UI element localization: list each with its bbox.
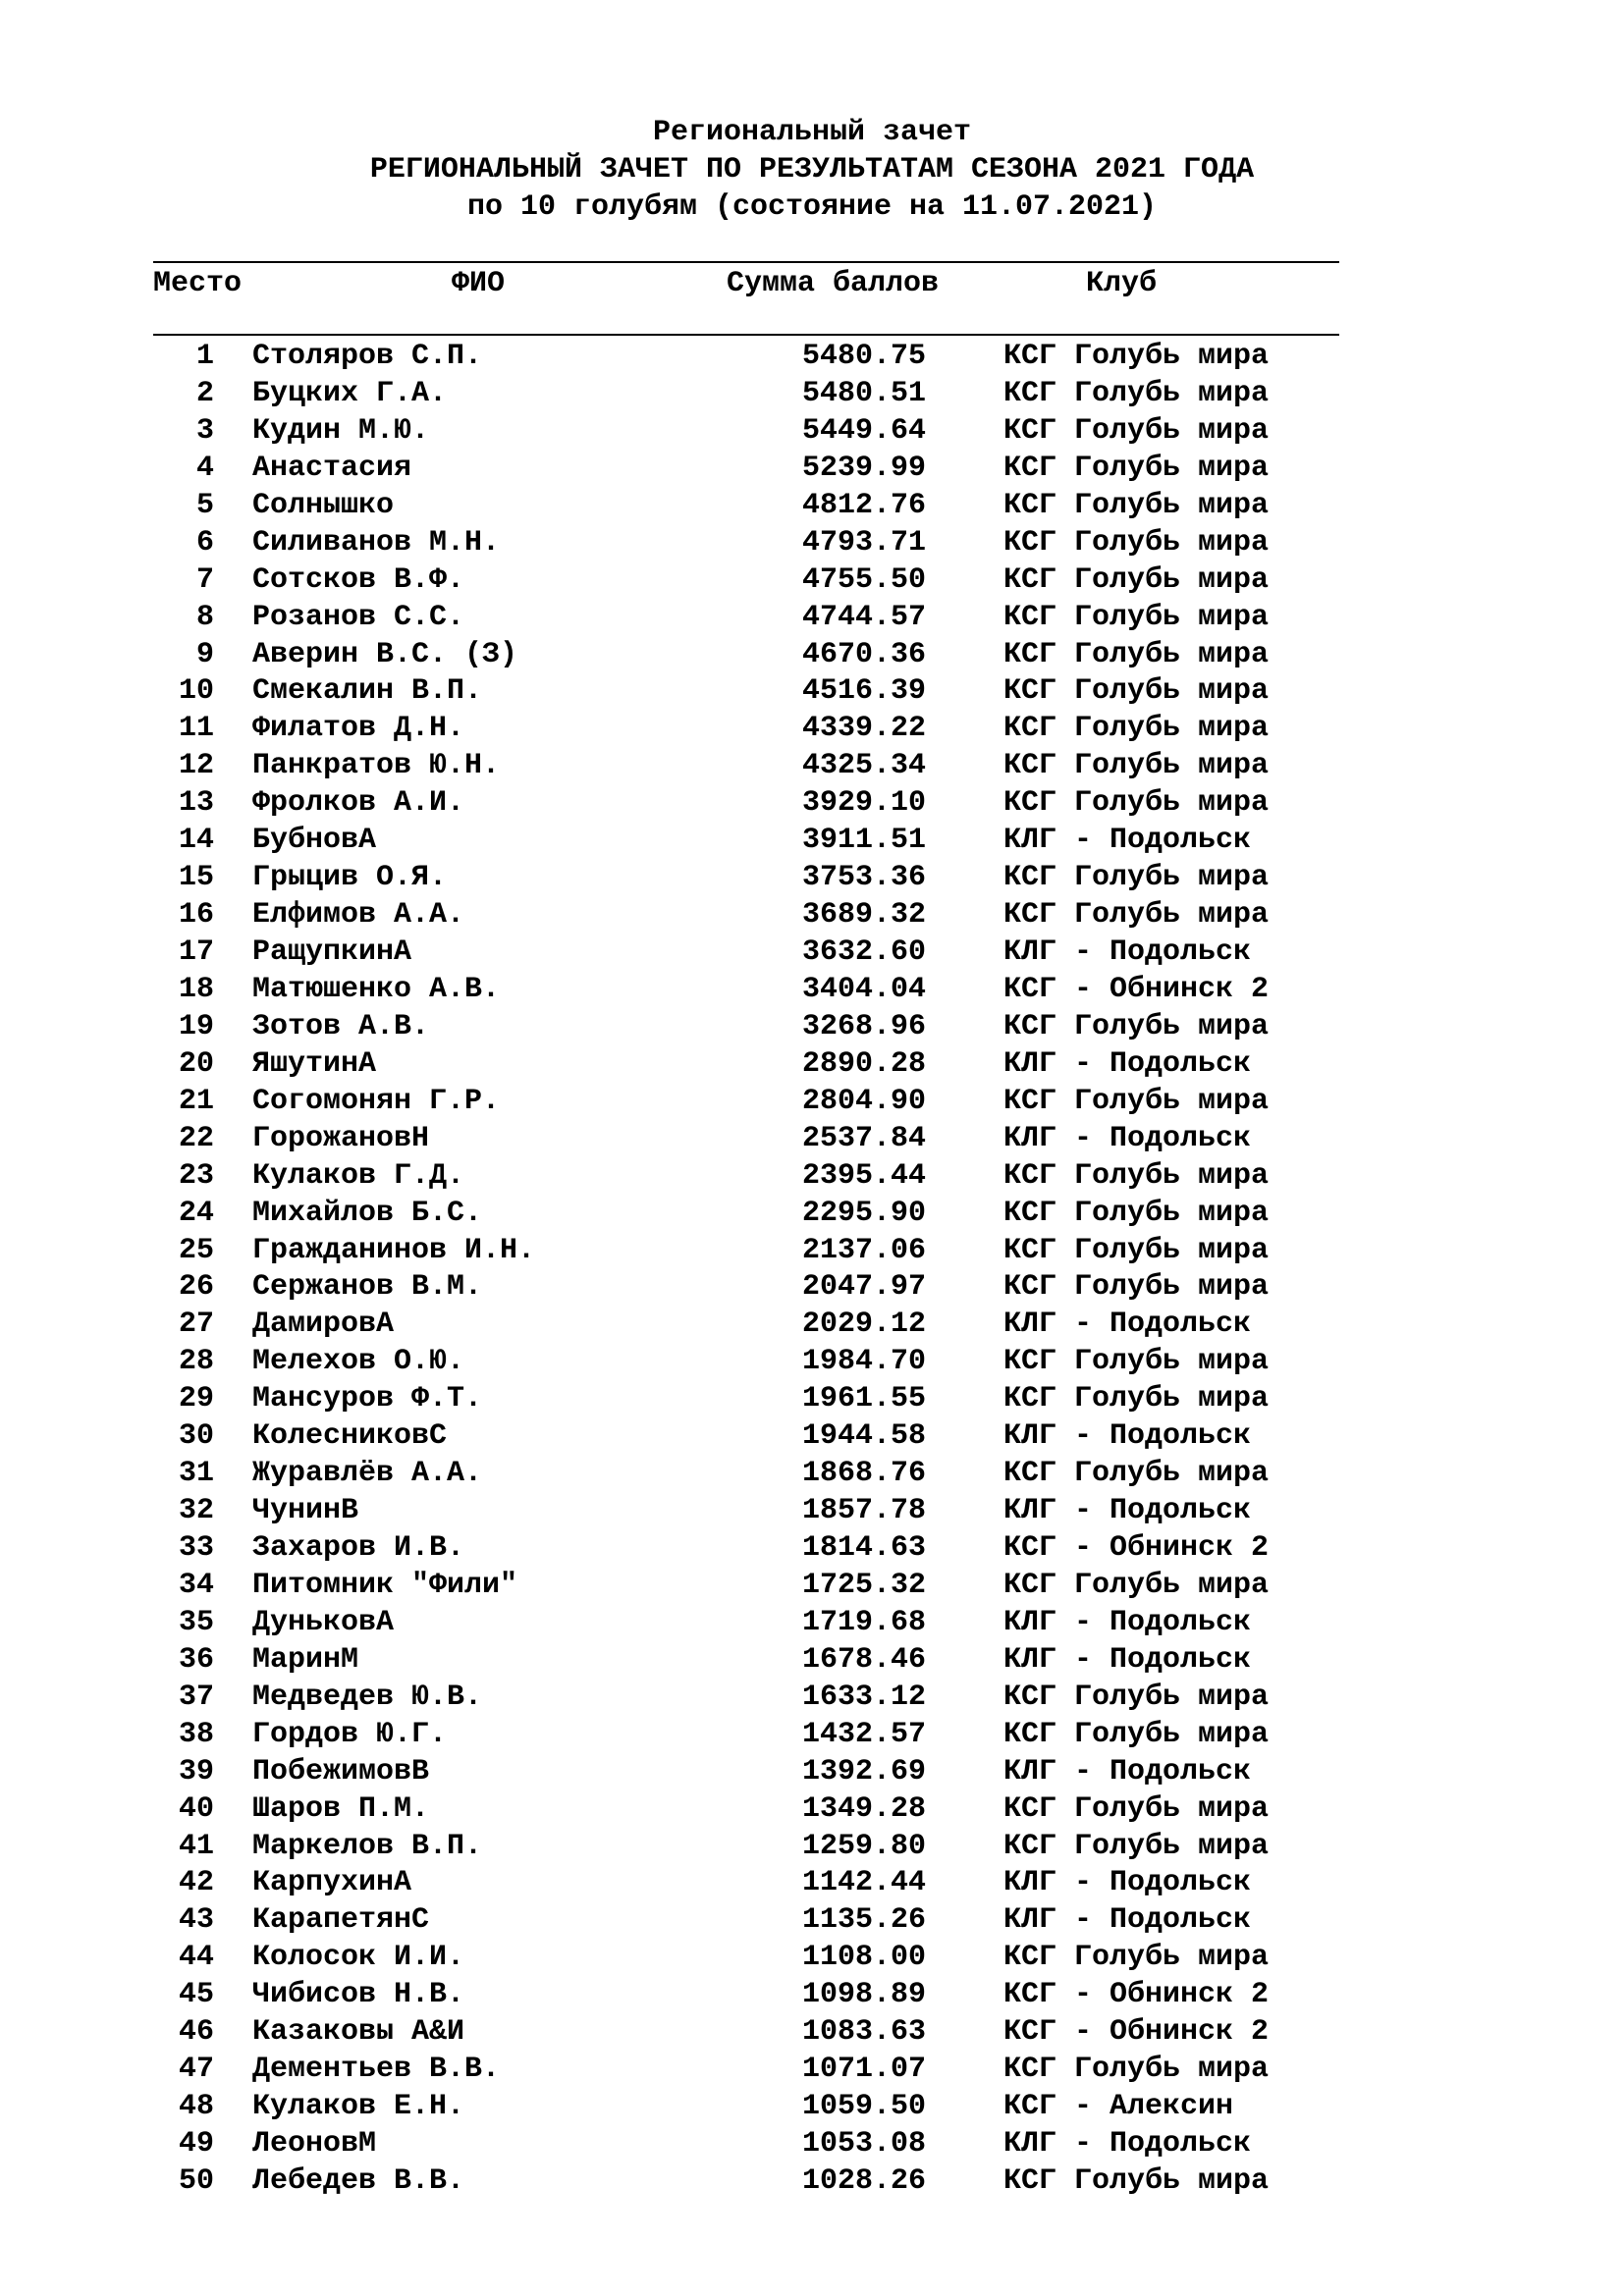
table-row [0,375,1624,412]
column-header-place: Место [153,267,243,300]
table-row [0,1567,1624,1604]
name-cell: ГорожановН [252,1121,430,1155]
table-row [0,2125,1624,2163]
name-cell: Казаковы А&И [252,2015,465,2050]
club-cell: КСГ Голубь мира [1003,1829,1270,1863]
place-cell: 28 [178,1345,214,1379]
club-cell: КСГ Голубь мира [1003,2053,1270,2087]
club-cell: КСГ Голубь мира [1003,413,1270,448]
place-cell: 47 [178,2053,214,2087]
name-cell: Фролков А.И. [252,786,465,821]
name-cell: Лебедев В.В. [252,2163,465,2198]
name-cell: ПобежимовВ [252,1754,430,1789]
name-cell: Аверин В.С. (З) [252,637,518,671]
name-cell: Кулаков Г.Д. [252,1158,465,1193]
score-cell: 2804.90 [801,1084,926,1118]
header-title: Региональный зачет [652,116,972,149]
place-cell: 24 [178,1196,214,1230]
club-cell: КЛГ - Подольск [1003,1903,1252,1938]
club-cell: КЛГ - Подольск [1003,824,1252,858]
score-cell: 1028.26 [801,2163,926,2198]
place-cell: 36 [178,1642,214,1677]
place-cell: 40 [178,1791,214,1826]
name-cell: БубновА [252,824,377,858]
table-row [0,1828,1624,1865]
place-cell: 5 [195,488,214,522]
score-cell: 3268.96 [801,1009,926,1043]
club-cell: КЛГ - Подольск [1003,1046,1252,1081]
name-cell: Колосок И.И. [252,1941,465,1975]
place-cell: 15 [178,861,214,895]
place-cell: 4 [195,451,214,485]
name-cell: Гордов Ю.Г. [252,1717,448,1751]
club-cell: КСГ - Обнинск 2 [1003,1531,1270,1565]
name-cell: Согомонян Г.Р. [252,1084,501,1118]
table-row [0,1679,1624,1716]
results-table-body [0,338,1624,2200]
score-cell: 2890.28 [801,1046,926,1081]
place-cell: 50 [178,2163,214,2198]
table-row [0,1790,1624,1828]
score-cell: 2047.97 [801,1270,926,1305]
club-cell: КСГ Голубь мира [1003,1457,1270,1491]
place-cell: 26 [178,1270,214,1305]
name-cell: Солнышко [252,488,395,522]
place-cell: 38 [178,1717,214,1751]
score-cell: 3911.51 [801,824,926,858]
name-cell: КарпухинА [252,1866,412,1900]
score-cell: 1814.63 [801,1531,926,1565]
score-cell: 5480.51 [801,376,926,410]
place-cell: 8 [195,600,214,634]
name-cell: ДуньковА [252,1605,395,1639]
score-cell: 1432.57 [801,1717,926,1751]
club-cell: КЛГ - Подольск [1003,1419,1252,1454]
club-cell: КСГ Голубь мира [1003,340,1270,373]
place-cell: 49 [178,2127,214,2161]
club-cell: КСГ Голубь мира [1003,1084,1270,1118]
table-row [0,1045,1624,1083]
place-cell: 16 [178,898,214,933]
table-row [0,2163,1624,2200]
club-cell: КЛГ - Подольск [1003,1642,1252,1677]
score-cell: 3929.10 [801,786,926,821]
table-row [0,747,1624,784]
table-row [0,1343,1624,1380]
name-cell: Матюшенко А.В. [252,972,501,1006]
name-cell: Чибисов Н.В. [252,1978,465,2012]
table-row [0,1455,1624,1492]
table-row [0,1157,1624,1195]
score-cell: 4755.50 [801,562,926,597]
name-cell: Михайлов Б.С. [252,1196,483,1230]
place-cell: 46 [178,2015,214,2050]
name-cell: ДамировА [252,1308,395,1342]
score-cell: 5480.75 [801,340,926,373]
place-cell: 29 [178,1382,214,1416]
name-cell: Питомник "Фили" [252,1568,518,1602]
place-cell: 13 [178,786,214,821]
table-row [0,934,1624,971]
column-header-club: Клуб [1086,267,1158,300]
table-row [0,1232,1624,1269]
score-cell: 4516.39 [801,674,926,709]
score-cell: 1349.28 [801,1791,926,1826]
table-row [0,1120,1624,1157]
club-cell: КСГ Голубь мира [1003,1568,1270,1602]
score-cell: 1857.78 [801,1494,926,1528]
name-cell: Розанов С.С. [252,600,465,634]
name-cell: МаринМ [252,1642,359,1677]
place-cell: 20 [178,1046,214,1081]
table-row [0,2088,1624,2125]
club-cell: КЛГ - Подольск [1003,935,1252,969]
score-cell: 1868.76 [801,1457,926,1491]
table-row [0,1008,1624,1045]
place-cell: 35 [178,1605,214,1639]
place-cell: 41 [178,1829,214,1863]
table-row [0,1716,1624,1753]
table-row [0,1604,1624,1641]
score-cell: 1725.32 [801,1568,926,1602]
name-cell: ЛеоновМ [252,2127,377,2161]
name-cell: Панкратов Ю.Н. [252,749,501,783]
club-cell: КСГ Голубь мира [1003,674,1270,709]
place-cell: 6 [195,525,214,560]
name-cell: Зотов А.В. [252,1009,430,1043]
club-cell: КСГ Голубь мира [1003,1717,1270,1751]
table-row [0,412,1624,450]
name-cell: Мансуров Ф.Т. [252,1382,483,1416]
name-cell: Гражданинов И.Н. [252,1233,536,1267]
club-cell: КЛГ - Подольск [1003,1121,1252,1155]
place-cell: 2 [195,376,214,410]
club-cell: КЛГ - Подольск [1003,1605,1252,1639]
place-cell: 32 [178,1494,214,1528]
score-cell: 5449.64 [801,413,926,448]
club-cell: КСГ Голубь мира [1003,2163,1270,2198]
name-cell: Силиванов М.Н. [252,525,501,560]
score-cell: 2137.06 [801,1233,926,1267]
header-subtitle: РЕГИОНАЛЬНЫЙ ЗАЧЕТ ПО РЕЗУЛЬТАТАМ СЕЗОНА 2021 ГОДА [369,153,1255,187]
club-cell: КСГ Голубь мира [1003,1233,1270,1267]
table-row [0,1492,1624,1529]
table-row [0,1939,1624,1976]
header-status-line: по 10 голубям (состояние на 11.07.2021) [466,190,1158,224]
place-cell: 48 [178,2090,214,2124]
score-cell: 1944.58 [801,1419,926,1454]
place-cell: 39 [178,1754,214,1789]
club-cell: КСГ Голубь мира [1003,1941,1270,1975]
club-cell: КСГ Голубь мира [1003,1196,1270,1230]
club-cell: КСГ Голубь мира [1003,1270,1270,1305]
place-cell: 23 [178,1158,214,1193]
name-cell: Буцких Г.А. [252,376,448,410]
table-row [0,1753,1624,1790]
name-cell: ЯшутинА [252,1046,377,1081]
place-cell: 34 [178,1568,214,1602]
place-cell: 19 [178,1009,214,1043]
club-cell: КЛГ - Подольск [1003,1866,1252,1900]
score-cell: 1053.08 [801,2127,926,2161]
table-row [0,822,1624,859]
score-cell: 1678.46 [801,1642,926,1677]
table-row [0,338,1624,375]
score-cell: 3632.60 [801,935,926,969]
table-row [0,599,1624,636]
score-cell: 4793.71 [801,525,926,560]
score-cell: 1984.70 [801,1345,926,1379]
place-cell: 12 [178,749,214,783]
score-cell: 4670.36 [801,637,926,671]
score-cell: 2395.44 [801,1158,926,1193]
column-header-score: Сумма баллов [727,267,940,300]
table-row [0,896,1624,934]
club-cell: КСГ Голубь мира [1003,451,1270,485]
name-cell: Столяров С.П. [252,340,483,373]
place-cell: 31 [178,1457,214,1491]
place-cell: 33 [178,1531,214,1565]
club-cell: КСГ Голубь мира [1003,861,1270,895]
place-cell: 10 [178,674,214,709]
score-cell: 3404.04 [801,972,926,1006]
place-cell: 21 [178,1084,214,1118]
place-cell: 30 [178,1419,214,1454]
name-cell: Елфимов А.А. [252,898,465,933]
table-top-rule [153,261,1339,263]
club-cell: КЛГ - Подольск [1003,1754,1252,1789]
club-cell: КСГ Голубь мира [1003,712,1270,746]
score-cell: 1961.55 [801,1382,926,1416]
name-cell: Журавлёв А.А. [252,1457,483,1491]
club-cell: КСГ Голубь мира [1003,1382,1270,1416]
place-cell: 7 [195,562,214,597]
name-cell: Захаров И.В. [252,1531,465,1565]
club-cell: КСГ - Алексин [1003,2090,1234,2124]
name-cell: Кулаков Е.Н. [252,2090,465,2124]
score-cell: 1083.63 [801,2015,926,2050]
score-cell: 4325.34 [801,749,926,783]
name-cell: ЧунинВ [252,1494,359,1528]
table-row [0,672,1624,710]
place-cell: 43 [178,1903,214,1938]
place-cell: 22 [178,1121,214,1155]
table-row [0,561,1624,599]
club-cell: КСГ Голубь мира [1003,562,1270,597]
name-cell: Сержанов В.М. [252,1270,483,1305]
place-cell: 27 [178,1308,214,1342]
club-cell: КСГ Голубь мира [1003,525,1270,560]
place-cell: 1 [195,340,214,373]
score-cell: 1059.50 [801,2090,926,2124]
club-cell: КЛГ - Подольск [1003,1494,1252,1528]
score-cell: 4339.22 [801,712,926,746]
table-row [0,710,1624,747]
name-cell: Анастасия [252,451,412,485]
name-cell: РащупкинА [252,935,412,969]
club-cell: КСГ Голубь мира [1003,376,1270,410]
club-cell: КСГ Голубь мира [1003,786,1270,821]
table-row [0,487,1624,524]
score-cell: 1108.00 [801,1941,926,1975]
table-row [0,1641,1624,1679]
table-row [0,859,1624,896]
score-cell: 1135.26 [801,1903,926,1938]
name-cell: Дементьев В.В. [252,2053,501,2087]
score-cell: 2537.84 [801,1121,926,1155]
table-row [0,1380,1624,1417]
name-cell: Маркелов В.П. [252,1829,483,1863]
table-row [0,2013,1624,2051]
place-cell: 3 [195,413,214,448]
table-row [0,1864,1624,1901]
table-row [0,1417,1624,1455]
score-cell: 1098.89 [801,1978,926,2012]
club-cell: КСГ Голубь мира [1003,637,1270,671]
table-row [0,1976,1624,2013]
name-cell: Смекалин В.П. [252,674,483,709]
column-header-name: ФИО [452,267,506,300]
score-cell: 3753.36 [801,861,926,895]
name-cell: Филатов Д.Н. [252,712,465,746]
score-cell: 1633.12 [801,1680,926,1714]
name-cell: Кудин М.Ю. [252,413,430,448]
place-cell: 11 [178,712,214,746]
score-cell: 1719.68 [801,1605,926,1639]
name-cell: Шаров П.М. [252,1791,430,1826]
place-cell: 42 [178,1866,214,1900]
place-cell: 9 [195,637,214,671]
club-cell: КСГ - Обнинск 2 [1003,972,1270,1006]
table-row [0,1306,1624,1343]
club-cell: КСГ Голубь мира [1003,1345,1270,1379]
table-row [0,636,1624,673]
score-cell: 1071.07 [801,2053,926,2087]
name-cell: Мелехов О.Ю. [252,1345,465,1379]
club-cell: КСГ Голубь мира [1003,749,1270,783]
table-row [0,1901,1624,1939]
score-cell: 4744.57 [801,600,926,634]
table-row [0,524,1624,561]
table-row [0,450,1624,487]
club-cell: КСГ Голубь мира [1003,600,1270,634]
club-cell: КСГ - Обнинск 2 [1003,1978,1270,2012]
place-cell: 44 [178,1941,214,1975]
club-cell: КСГ Голубь мира [1003,488,1270,522]
club-cell: КСГ Голубь мира [1003,1680,1270,1714]
club-cell: КСГ Голубь мира [1003,1009,1270,1043]
score-cell: 2295.90 [801,1196,926,1230]
club-cell: КСГ - Обнинск 2 [1003,2015,1270,2050]
place-cell: 45 [178,1978,214,2012]
name-cell: Грыцив О.Я. [252,861,448,895]
name-cell: Медведев Ю.В. [252,1680,483,1714]
score-cell: 4812.76 [801,488,926,522]
table-row [0,2051,1624,2088]
club-cell: КСГ Голубь мира [1003,1158,1270,1193]
table-header-rule [153,334,1339,336]
club-cell: КЛГ - Подольск [1003,2127,1252,2161]
score-cell: 1259.80 [801,1829,926,1863]
score-cell: 1142.44 [801,1866,926,1900]
place-cell: 14 [178,824,214,858]
club-cell: КСГ Голубь мира [1003,1791,1270,1826]
table-row [0,1083,1624,1120]
place-cell: 25 [178,1233,214,1267]
club-cell: КЛГ - Подольск [1003,1308,1252,1342]
place-cell: 37 [178,1680,214,1714]
table-row [0,1195,1624,1232]
place-cell: 18 [178,972,214,1006]
table-row [0,971,1624,1008]
score-cell: 3689.32 [801,898,926,933]
club-cell: КСГ Голубь мира [1003,898,1270,933]
name-cell: КолесниковС [252,1419,448,1454]
score-cell: 5239.99 [801,451,926,485]
table-row [0,1268,1624,1306]
place-cell: 17 [178,935,214,969]
name-cell: Сотсков В.Ф. [252,562,465,597]
score-cell: 1392.69 [801,1754,926,1789]
score-cell: 2029.12 [801,1308,926,1342]
table-row [0,784,1624,822]
name-cell: КарапетянС [252,1903,430,1938]
table-row [0,1529,1624,1567]
